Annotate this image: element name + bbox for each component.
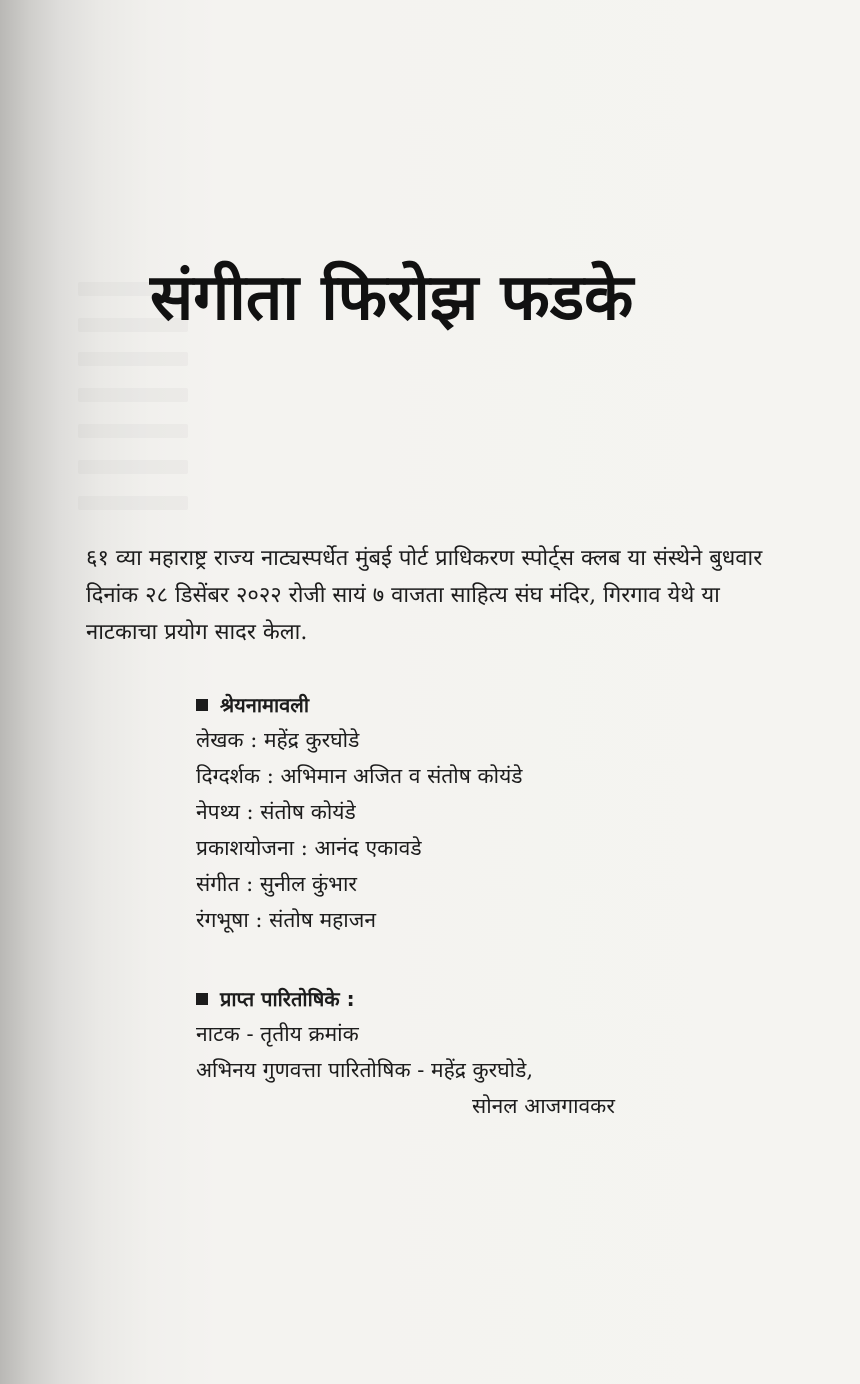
play-title: संगीता फिरोझ फडके: [150, 261, 634, 335]
show-through-text: [78, 388, 188, 402]
credits-heading-label: श्रेयनामावली: [220, 693, 310, 717]
award-play: नाटक - तृतीय क्रमांक: [196, 1022, 359, 1046]
credit-music: संगीत : सुनील कुंभार: [196, 872, 357, 896]
award-acting: अभिनय गुणवत्ता पारितोषिक - महेंद्र कुरघोडे,: [196, 1058, 534, 1082]
square-bullet-icon: [196, 699, 208, 711]
credit-lighting: प्रकाशयोजना : आनंद एकावडे: [196, 836, 422, 860]
credit-director: दिग्दर्शक : अभिमान अजित व संतोष कोयंडे: [196, 764, 523, 788]
awards-heading: [196, 982, 716, 1016]
show-through-text: [78, 352, 188, 366]
show-through-text: [78, 496, 188, 510]
show-through-text: [78, 424, 188, 438]
show-through-text: [78, 460, 188, 474]
credit-writer: लेखक : महेंद्र कुरघोडे: [196, 728, 360, 752]
credit-set-design: नेपथ्य : संतोष कोयंडे: [196, 800, 356, 824]
performance-note: ६१ व्या महाराष्ट्र राज्य नाट्यस्पर्धेत मुंबई पोर्ट प्राधिकरण स्पोर्ट्स क्लब या संस्थेने बुधवार दिनांक २८ डिसेंबर २०२२ रोजी सायं ७ वाजता साहित्य संघ मंदिर, गिरगाव येथे या नाटकाचा प्रयोग सादर केला.: [86, 546, 763, 645]
square-bullet-icon: [196, 993, 208, 1005]
awards-section: [196, 982, 716, 1124]
credits-heading: [196, 688, 716, 722]
credit-makeup: रंगभूषा : संतोष महाजन: [196, 908, 376, 932]
award-acting-second-name: सोनल आजगावकर: [472, 1094, 615, 1118]
awards-heading-label: प्राप्त पारितोषिके :: [220, 987, 355, 1011]
credits-section: [196, 688, 716, 938]
